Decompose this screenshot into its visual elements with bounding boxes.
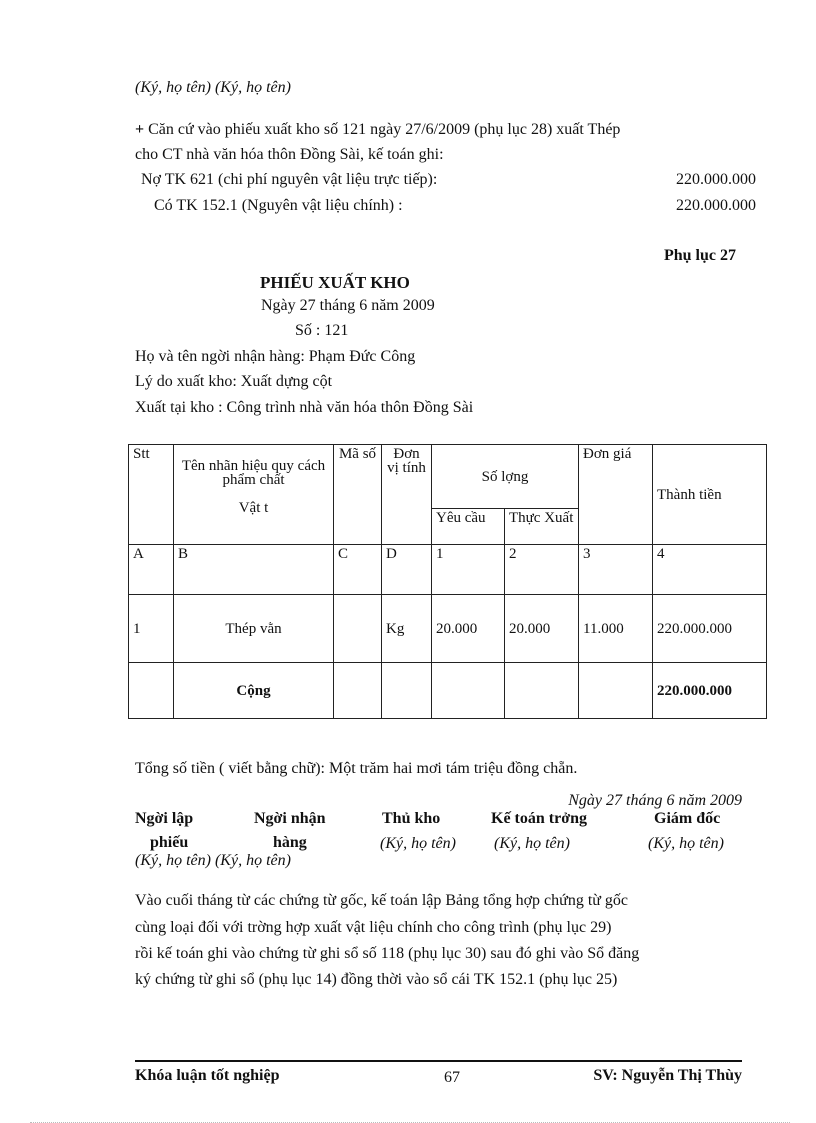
header-code: Mã số bbox=[334, 445, 382, 545]
sig-note-left: (Ký, họ tên) (Ký, họ tên) bbox=[135, 852, 291, 869]
index-cell: A bbox=[129, 545, 174, 595]
header-qty: Số lợng bbox=[432, 445, 579, 509]
item-price: 11.000 bbox=[579, 595, 653, 663]
item-qty-act: 20.000 bbox=[505, 595, 579, 663]
table-row bbox=[129, 595, 767, 663]
reason-line: Lý do xuất kho: Xuất dựng cột bbox=[135, 373, 333, 390]
footer-right: SV: Nguyễn Thị Thùy bbox=[593, 1067, 742, 1084]
sig-note-director: (Ký, họ tên) bbox=[648, 835, 724, 852]
debit-row bbox=[135, 171, 756, 189]
top-sign-note: (Ký, họ tên) (Ký, họ tên) bbox=[135, 79, 291, 96]
entry-text-1: Căn cứ vào phiếu xuất kho số 121 ngày 27/6/2009 (phụ lục 28) xuất Thép bbox=[148, 121, 621, 138]
location-line: Xuất tại kho : Công trình nhà văn hóa thôn Đồng Sài bbox=[135, 399, 474, 416]
sign-date: Ngày 27 tháng 6 năm 2009 bbox=[568, 792, 742, 809]
receiver-line: Họ và tên ngời nhận hàng: Phạm Đức Công bbox=[135, 348, 416, 365]
paragraph-line: cùng loại đối với trờng hợp xuất vật liệu chính cho công trình (phụ lục 29) bbox=[135, 919, 612, 936]
item-name: Thép vằn bbox=[174, 595, 334, 663]
item-unit: Kg bbox=[382, 595, 432, 663]
item-code bbox=[334, 595, 382, 663]
sum-label: Cộng bbox=[174, 663, 334, 719]
item-qty-req: 20.000 bbox=[432, 595, 505, 663]
item-stt: 1 bbox=[129, 595, 174, 663]
header-price: Đơn giá bbox=[579, 445, 653, 545]
index-cell: 4 bbox=[653, 545, 767, 595]
footer-left: Khóa luận tốt nghiệp bbox=[135, 1067, 280, 1084]
paragraph-line: rồi kế toán ghi vào chứng từ ghi sổ số 118 (phụ lục 30) sau đó ghi vào Sổ đăng bbox=[135, 945, 640, 962]
sig-note-keeper: (Ký, họ tên) bbox=[380, 835, 456, 852]
slip-number: Số : 121 bbox=[295, 322, 349, 339]
index-cell: 1 bbox=[432, 545, 505, 595]
sig-receiver: Ngời nhận bbox=[254, 810, 326, 827]
sig-receiver-2: hàng bbox=[273, 834, 307, 851]
header-name-sub: Vật t bbox=[238, 500, 269, 516]
item-total: 220.000.000 bbox=[653, 595, 767, 663]
issue-slip-table bbox=[128, 444, 767, 719]
sig-preparer-2: phiếu bbox=[150, 834, 189, 851]
slip-date: Ngày 27 tháng 6 năm 2009 bbox=[261, 297, 435, 314]
index-cell: 3 bbox=[579, 545, 653, 595]
header-qty-req: Yêu cầu bbox=[432, 509, 505, 545]
credit-label: Có TK 152.1 (Nguyên vật liệu chính) : bbox=[154, 197, 403, 214]
header-stt: Stt bbox=[129, 445, 174, 545]
entry-line-1 bbox=[135, 121, 620, 139]
sig-director: Giám đốc bbox=[654, 810, 721, 827]
index-cell: 2 bbox=[505, 545, 579, 595]
header-row-1 bbox=[129, 445, 767, 509]
paragraph-line: ký chứng từ ghi sổ (phụ lục 14) đồng thời vào sổ cái TK 152.1 (phụ lục 25) bbox=[135, 971, 618, 988]
slip-title: PHIẾU XUẤT KHO bbox=[260, 273, 410, 292]
amount-in-words: Tổng số tiền ( viết bằng chữ): Một trăm hai mơi tám triệu đồng chẵn. bbox=[135, 760, 578, 777]
sig-keeper: Thủ kho bbox=[382, 810, 441, 827]
index-cell: B bbox=[174, 545, 334, 595]
page-number: 67 bbox=[444, 1069, 460, 1086]
sum-total: 220.000.000 bbox=[653, 663, 767, 719]
header-name bbox=[174, 445, 334, 545]
sum-row bbox=[129, 663, 767, 719]
index-cell: C bbox=[334, 545, 382, 595]
header-name-text: Tên nhãn hiệu quy cách phẩm chất bbox=[181, 458, 326, 488]
entry-line-2: cho CT nhà văn hóa thôn Đồng Sài, kế toán ghi: bbox=[135, 146, 444, 163]
index-row bbox=[129, 545, 767, 595]
sig-preparer: Ngời lập bbox=[135, 810, 194, 827]
credit-row bbox=[135, 197, 756, 215]
bullet-mark: + bbox=[135, 121, 145, 138]
sig-note-accountant: (Ký, họ tên) bbox=[494, 835, 570, 852]
header-total: Thành tiền bbox=[653, 445, 767, 545]
header-qty-act: Thực Xuất bbox=[505, 509, 579, 545]
appendix-label: Phụ lục 27 bbox=[663, 247, 736, 264]
sig-accountant: Kế toán trởng bbox=[491, 810, 587, 827]
credit-amount: 220.000.000 bbox=[676, 197, 756, 214]
header-unit: Đơn vị tính bbox=[382, 445, 432, 545]
debit-amount: 220.000.000 bbox=[676, 171, 756, 188]
paragraph-line: Vào cuối tháng từ các chứng từ gốc, kế toán lập Bảng tổng hợp chứng từ gốc bbox=[135, 892, 629, 909]
footer-rule bbox=[135, 1060, 742, 1062]
index-cell: D bbox=[382, 545, 432, 595]
debit-label: Nợ TK 621 (chi phí nguyên vật liệu trực tiếp): bbox=[141, 171, 438, 188]
